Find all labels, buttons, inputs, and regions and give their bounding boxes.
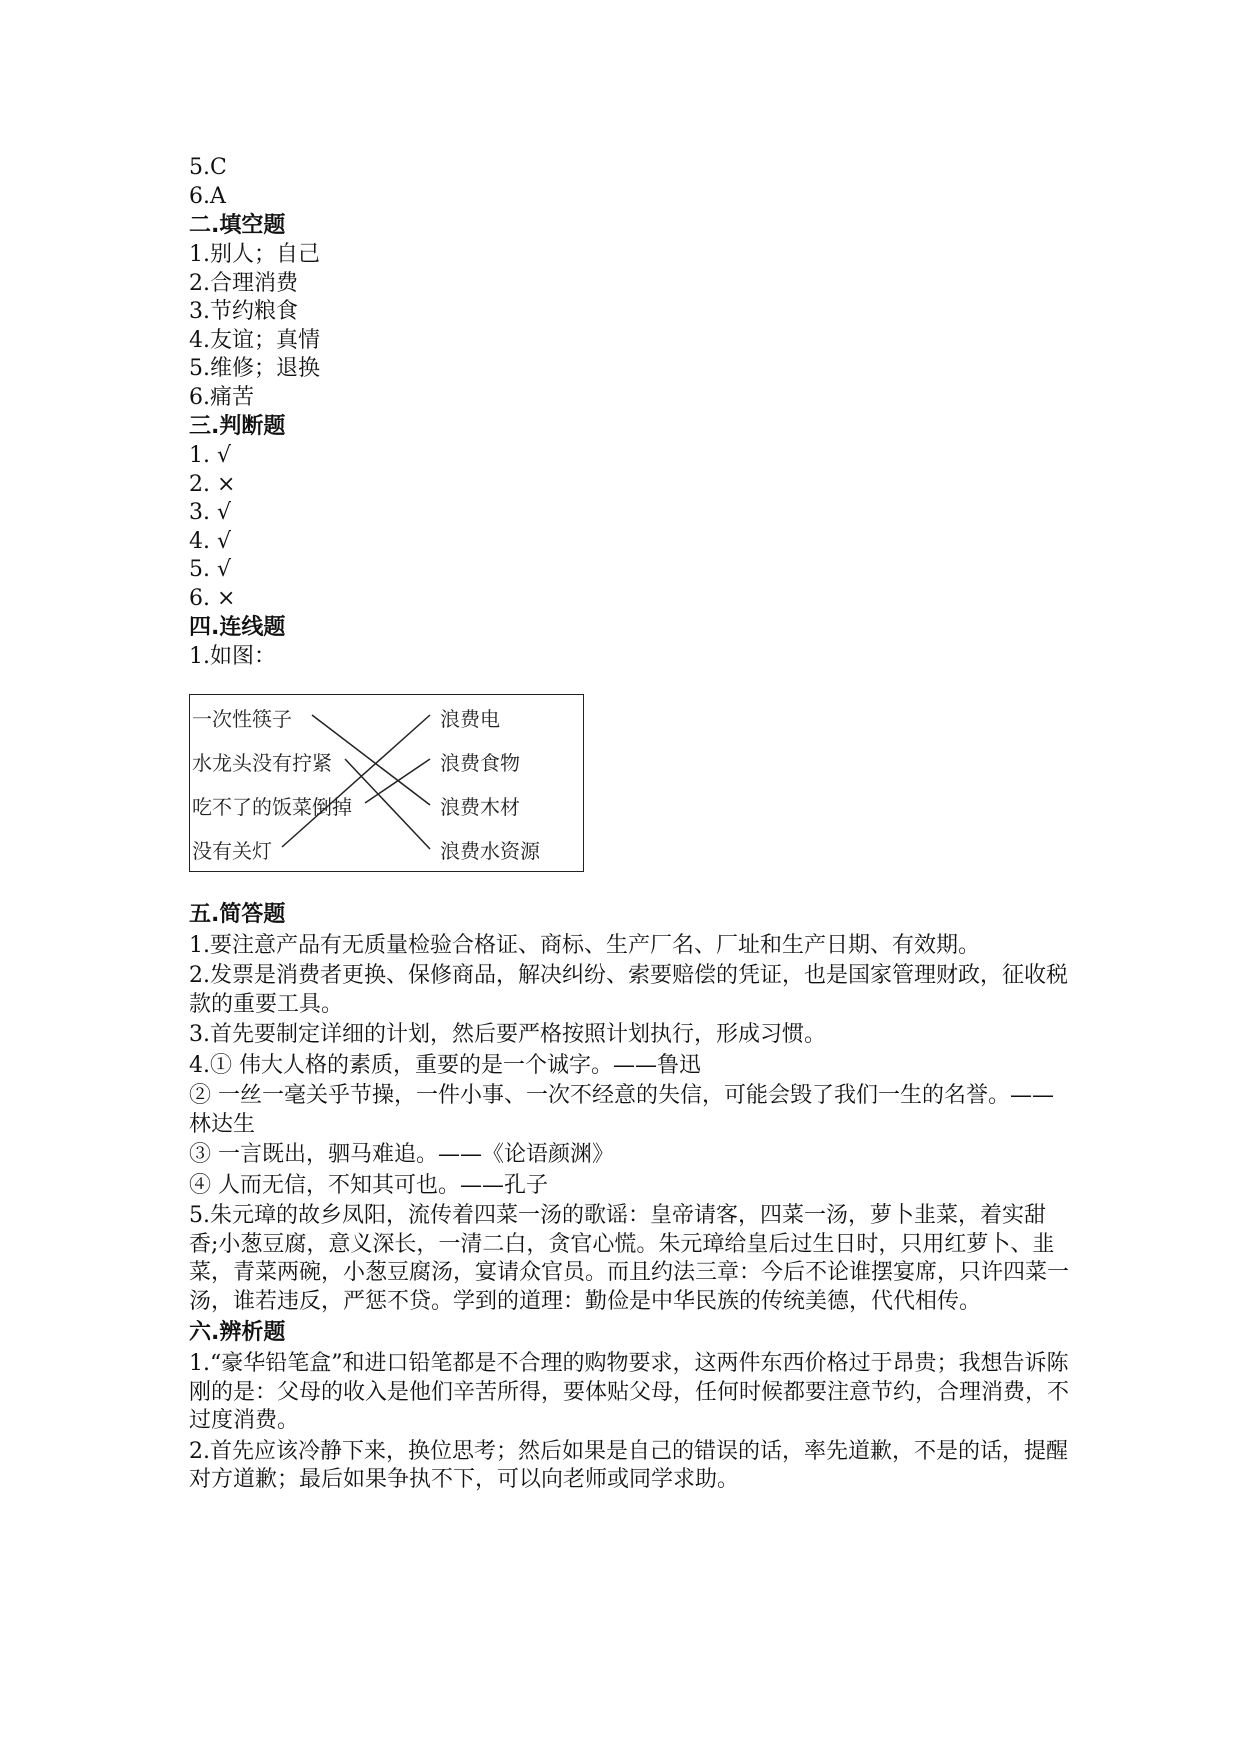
section-heading-fill-blank: 二.填空题 [189,213,286,238]
answer-line: 4.友谊；真情 [189,327,320,353]
answer-line: 6.A [189,183,226,209]
left-item-label: 没有关灯 [192,838,272,863]
answer-paragraph: ② 一丝一毫关乎节操，一件小事、一次不经意的失信，可能会毁了我们一生的名誉。——林达生 [189,1083,1054,1137]
answer-line: 3.节约粮食 [189,299,298,324]
answer-paragraph: ④ 人而无信，不知其可也。——孔子 [189,1172,548,1198]
match-line [282,715,430,847]
answer-line: 1.别人；自己 [189,242,320,267]
section-heading-short-answer: 五.简答题 [189,901,286,927]
matching-figure [189,694,584,872]
answer-line: 1. √ [189,443,232,468]
answer-line: 2. × [189,471,236,497]
answer-line: 3. √ [189,500,232,525]
answer-paragraph: 2.首先应该冷静下来，换位思考；然后如果是自己的错误的话，率先道歉，不是的话，提醒对方道歉；最后如果争执不下，可以向老师或同学求助。 [189,1438,1068,1492]
right-item-label: 浪费水资源 [440,838,540,863]
section-heading-matching: 四.连线题 [189,615,286,640]
answer-line: 6. × [189,585,236,611]
left-item-label: 吃不了的饭菜倒掉 [192,794,352,819]
answer-paragraph: 2.发票是消费者更换、保修商品，解决纠纷、索要赔偿的凭证，也是国家管理财政，征收税款的重要工具。 [189,963,1068,1017]
answer-line: 2.合理消费 [189,270,298,296]
answer-paragraph: 1.“豪华铅笔盒”和进口铅笔都是不合理的购物要求，这两件东西价格过于昂贵；我想告诉陈刚的是：父母的收入是他们辛苦所得，要体贴父母，任何时候都要注意节约，合理消费，不过度消费。 [189,1351,1070,1433]
answer-line: 5.C [189,155,227,180]
section-heading-true-false: 三.判断题 [189,414,286,439]
answer-line: 5.维修；退换 [189,356,320,381]
section-heading-analysis: 六.辨析题 [189,1320,286,1345]
match-line [365,759,430,803]
answer-paragraph: 3.首先要制定详细的计划，然后要严格按照计划执行，形成习惯。 [189,1022,826,1047]
answer-paragraph: ③ 一言既出，驷马难追。——《论语颜渊》 [189,1142,614,1167]
answer-paragraph: 5.朱元璋的故乡凤阳，流传着四菜一汤的歌谣：皇帝请客，四菜一汤，萝卜韭菜，着实甜香;小葱豆腐，意义深长，一清二白，贪官心慌。朱元璋给皇后过生日时，只用红萝卜、韭菜，青菜两碗，小葱豆腐汤，宴请众官员。而且约法三章：今后不论谁摆宴席，只许四菜一汤，谁若违反，严惩不贷。学到的道理：勤俭是中华民族的传统美德，代代相传。 [189,1203,1070,1314]
match-line [312,715,430,805]
left-item-label: 一次性筷子 [192,706,292,731]
answer-page [189,154,1069,1497]
right-item-label: 浪费食物 [440,750,520,775]
answer-line: 6.痛苦 [189,384,254,410]
matching-lines [190,695,583,871]
answer-line: 4. √ [189,528,232,554]
answer-line: 5. √ [189,557,232,582]
matching-figure-frame [189,694,584,872]
right-item-label: 浪费木材 [440,794,520,819]
answer-paragraph: 4.① 伟大人格的素质，重要的是一个诚字。——鲁迅 [189,1052,701,1078]
answer-line: 1.如图： [189,644,276,669]
left-item-label: 水龙头没有拧紧 [192,750,332,775]
answer-paragraph: 1.要注意产品有无质量检验合格证、商标、生产厂名、厂址和生产日期、有效期。 [189,932,980,958]
right-item-label: 浪费电 [440,706,500,731]
